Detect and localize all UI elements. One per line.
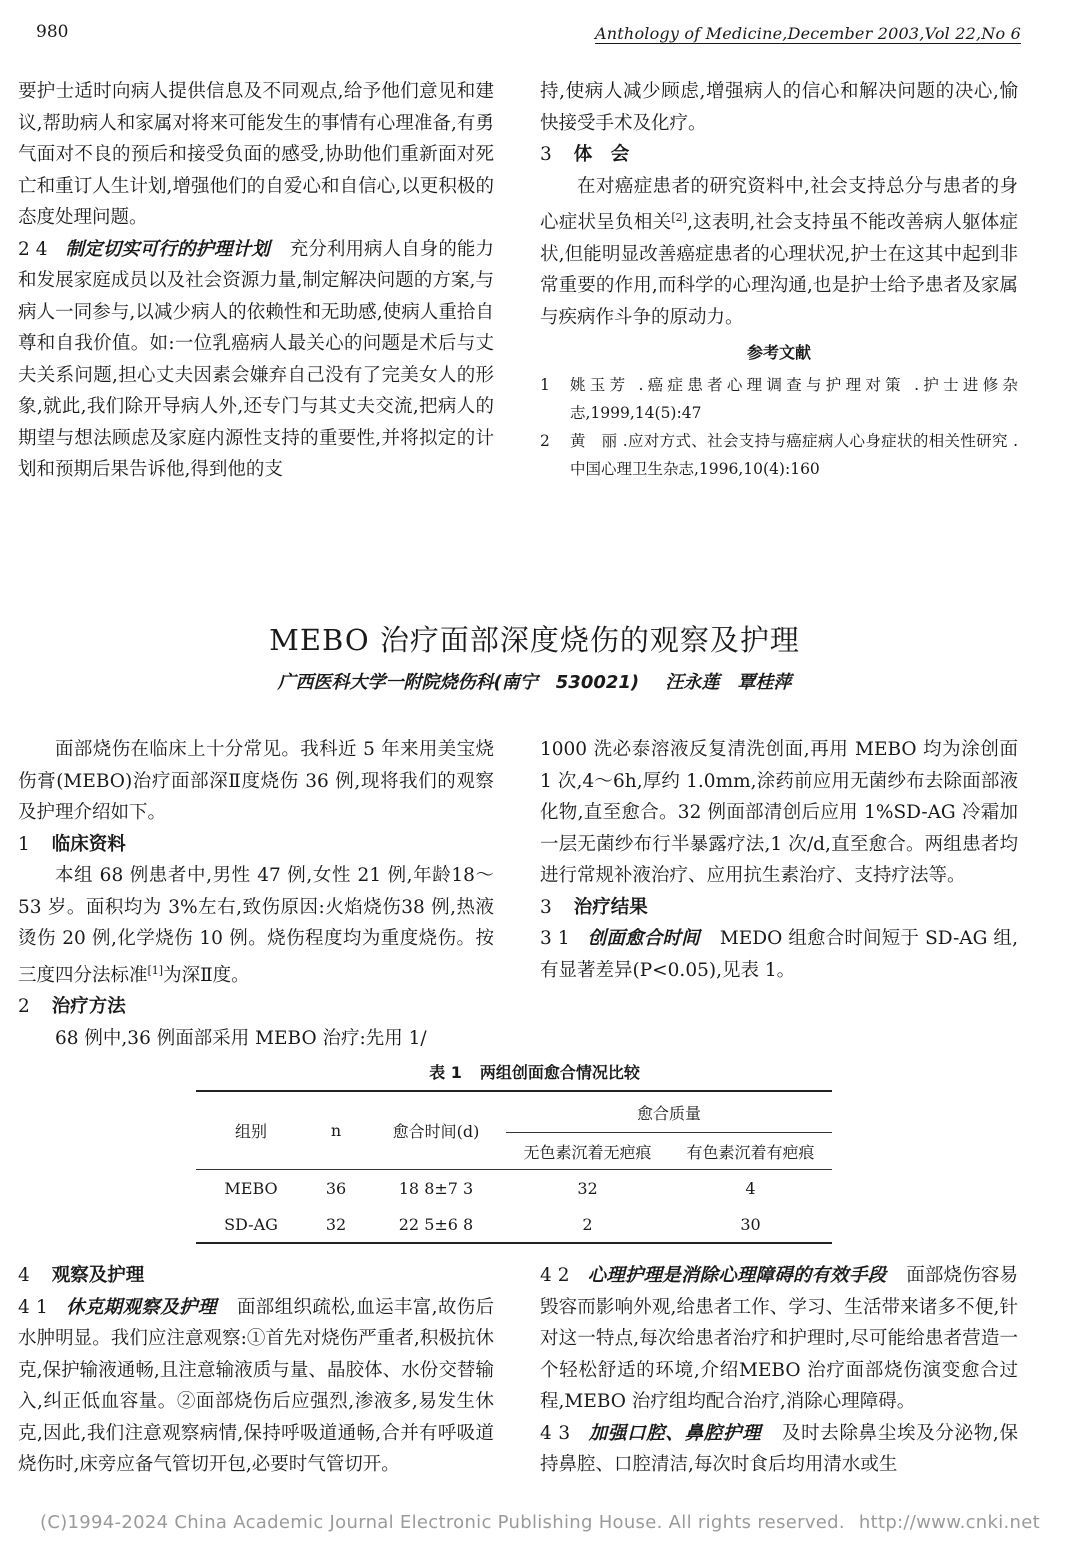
subsection-title: 制定切实可行的护理计划 <box>65 238 270 260</box>
article-right-column-lower <box>540 1260 1018 1481</box>
subsection-3-1: 3 1 创面愈合时间 MEDO 组愈合时间短于 SD-AG 组,有显著差异(P<0.05),见表 1。 <box>540 928 1018 981</box>
paragraph: 要护士适时向病人提供信息及不同观点,给予他们意见和建议,帮助病人和家属对将来可能发生的事情有心理准备,有勇气面对不良的预后和接受负面的感受,协助他们重新面对死亡和重订人生计划,增强他们的自爱心和自信心,以更积极的态度处理问题。 <box>18 81 494 228</box>
table-cell: 36 <box>325 1178 347 1198</box>
article-left-column-lower <box>18 1260 494 1481</box>
section-heading-3: 3 体 会 <box>540 144 630 165</box>
subsection-number: 2 4 <box>18 238 48 260</box>
authors: 汪永莲 覃桂萍 <box>665 672 792 693</box>
footer-url: http://www.cnki.net <box>858 1512 1040 1533</box>
paragraph: 本组 68 例患者中,男性 47 例,女性 21 例,年龄18～53 岁。面积均为 3%左右,致伤原因:火焰烧伤38 例,热液烫伤 20 例,化学烧伤 10 例。烧伤程度均为重度烧伤。按三度四分法标准[1]为深Ⅱ度。 <box>18 865 494 986</box>
table-cell: 30 <box>740 1214 761 1234</box>
section-heading-1: 1 临床资料 <box>18 833 126 855</box>
table-cell: MEBO <box>224 1178 278 1198</box>
table-cell: 2 <box>582 1214 593 1234</box>
subsection-4-3: 4 3 加强口腔、鼻腔护理 及时去除鼻尘埃及分泌物,保持鼻腔、口腔清洁,每次时食后均用清水或生 <box>540 1422 1018 1475</box>
article-left-column-upper <box>18 734 494 1054</box>
healing-comparison-table <box>196 1090 832 1244</box>
page-number: 980 <box>36 22 69 42</box>
references-title: 参考文献 <box>746 343 811 363</box>
table-cell: SD-AG <box>224 1214 278 1234</box>
citation: [2] <box>671 211 687 224</box>
section-heading-3: 3 治疗结果 <box>540 896 648 918</box>
paragraph: 1000 洗必泰溶液反复清洗创面,再用 MEBO 均为涂创面 1 次,4～6h,厚约 1.0mm,涂药前应用无菌纱布去除面部液化物,直至愈合。32 例面部清创后应用 1%SD-AG 冷霜加一层无菌纱布行半暴露疗法,1 次/d,直至愈合。两组患者均进行常规补液治疗、应用抗生素治疗、支持疗法等。 <box>540 739 1018 886</box>
prev-article-right-column <box>540 76 1018 483</box>
column-header: 愈合时间(d) <box>392 1122 480 1141</box>
prev-article-left-column <box>18 76 494 486</box>
reference-item: 1 姚玉芳 .癌症患者心理调查与护理对策 .护士进修杂志,1999,14(5):47 <box>540 375 1018 422</box>
citation: [1] <box>147 963 164 977</box>
column-header: 无色素沉着无疤痕 <box>506 1133 669 1170</box>
running-head: Anthology of Medicine,December 2003,Vol 22,No 6 <box>595 24 1021 43</box>
column-header: 有色素沉着有疤痕 <box>669 1133 832 1170</box>
subsection-4-1: 4 1 休克期观察及护理 面部组织疏松,血运丰富,故伤后水肿明显。我们应注意观察:①首先对烧伤严重者,积极抗休克,保护输液通畅,且注意输液质与量、晶胶体、水份交替输入,纠正低血容量。②面部烧伤后应强烈,渗液多,易发生休克,因此,我们注意观察病情,保持呼吸道通畅,合并有呼吸道烧伤时,床旁应备气管切开包,必要时气管切开。 <box>18 1296 494 1475</box>
copyright-text: (C)1994-2024 China Academic Journal Electronic Publishing House. All rights reserved. <box>40 1512 845 1533</box>
table-row <box>196 1206 832 1243</box>
table-cell: 22 5±6 8 <box>398 1214 474 1234</box>
reference-item: 2 黄 丽 .应对方式、社会支持与癌症病人心身症状的相关性研究 .中国心理卫生杂志,1996,10(4):160 <box>540 431 1018 478</box>
column-header: 愈合质量 <box>636 1103 701 1123</box>
subsection-text: 充分利用病人自身的能力和发展家庭成员以及社会资源力量,制定解决问题的方案,与病人一同参与,以减少病人的依赖性和无助感,使病人重拾自尊和自我价值。如:一位乳癌病人最关心的问题是术后与丈夫关系问题,担心丈夫因素会嫌弃自己没有了完美女人的形象,就此,我们除开导病人外,还专门与其丈夫交流,把病人的期望与想法顾虑及家庭内源性支持的重要性,并将拟定的计划和预期后果告诉他,得到他的支 <box>18 238 494 480</box>
article-byline <box>0 668 1069 694</box>
subsection-2-4 <box>18 234 494 486</box>
intro-paragraph: 面部烧伤在临床上十分常见。我科近 5 年来用美宝烧伤膏(MEBO)治疗面部深Ⅱ度烧伤 36 例,现将我们的观察及护理介绍如下。 <box>18 739 494 823</box>
table-row <box>196 1170 832 1207</box>
column-header: 组别 <box>234 1122 267 1141</box>
footer-copyright <box>40 1512 1040 1533</box>
paragraph: 68 例中,36 例面部采用 MEBO 治疗:先用 1/ <box>55 1027 427 1049</box>
paragraph: 持,使病人减少顾虑,增强病人的信心和解决问题的决心,愉快接受手术及化疗。 <box>540 81 1018 134</box>
subsection-4-2: 4 2 心理护理是消除心理障碍的有效手段 面部烧伤容易毁容而影响外观,给患者工作、学习、生活带来诸多不便,针对这一特点,每次给患者治疗和护理时,尽可能给患者营造一个轻松舒适的环境,介绍MEBO 治疗面部烧伤演变愈合过程,MEBO 治疗组均配合治疗,消除心理障碍。 <box>540 1265 1018 1412</box>
affiliation: 广西医科大学一附院烧伤科(南宁 530021) <box>277 672 640 693</box>
table-cell: 18 8±7 3 <box>398 1178 474 1198</box>
table-cell: 32 <box>325 1214 347 1234</box>
column-header: n <box>330 1121 342 1140</box>
article-title: MEBO 治疗面部深度烧伤的观察及护理 <box>269 623 800 657</box>
table-cell: 4 <box>745 1178 756 1198</box>
table-caption: 表 1 两组创面愈合情况比较 <box>429 1063 640 1082</box>
article-right-column-upper <box>540 734 1018 986</box>
references-list <box>540 371 1018 483</box>
table-cell: 32 <box>577 1178 598 1198</box>
section-heading-2: 2 治疗方法 <box>18 996 126 1018</box>
section-heading-4: 4 观察及护理 <box>18 1265 145 1286</box>
paragraph: 在对癌症患者的研究资料中,社会支持总分与患者的身心症状呈负相关[2],这表明,社会支持虽不能改善病人躯体症状,但能明显改善癌症患者的心理状况,护士在这其中起到非常重要的作用,而科学的心理沟通,也是护士给予患者及家属与疾病作斗争的原动力。 <box>540 175 1018 328</box>
